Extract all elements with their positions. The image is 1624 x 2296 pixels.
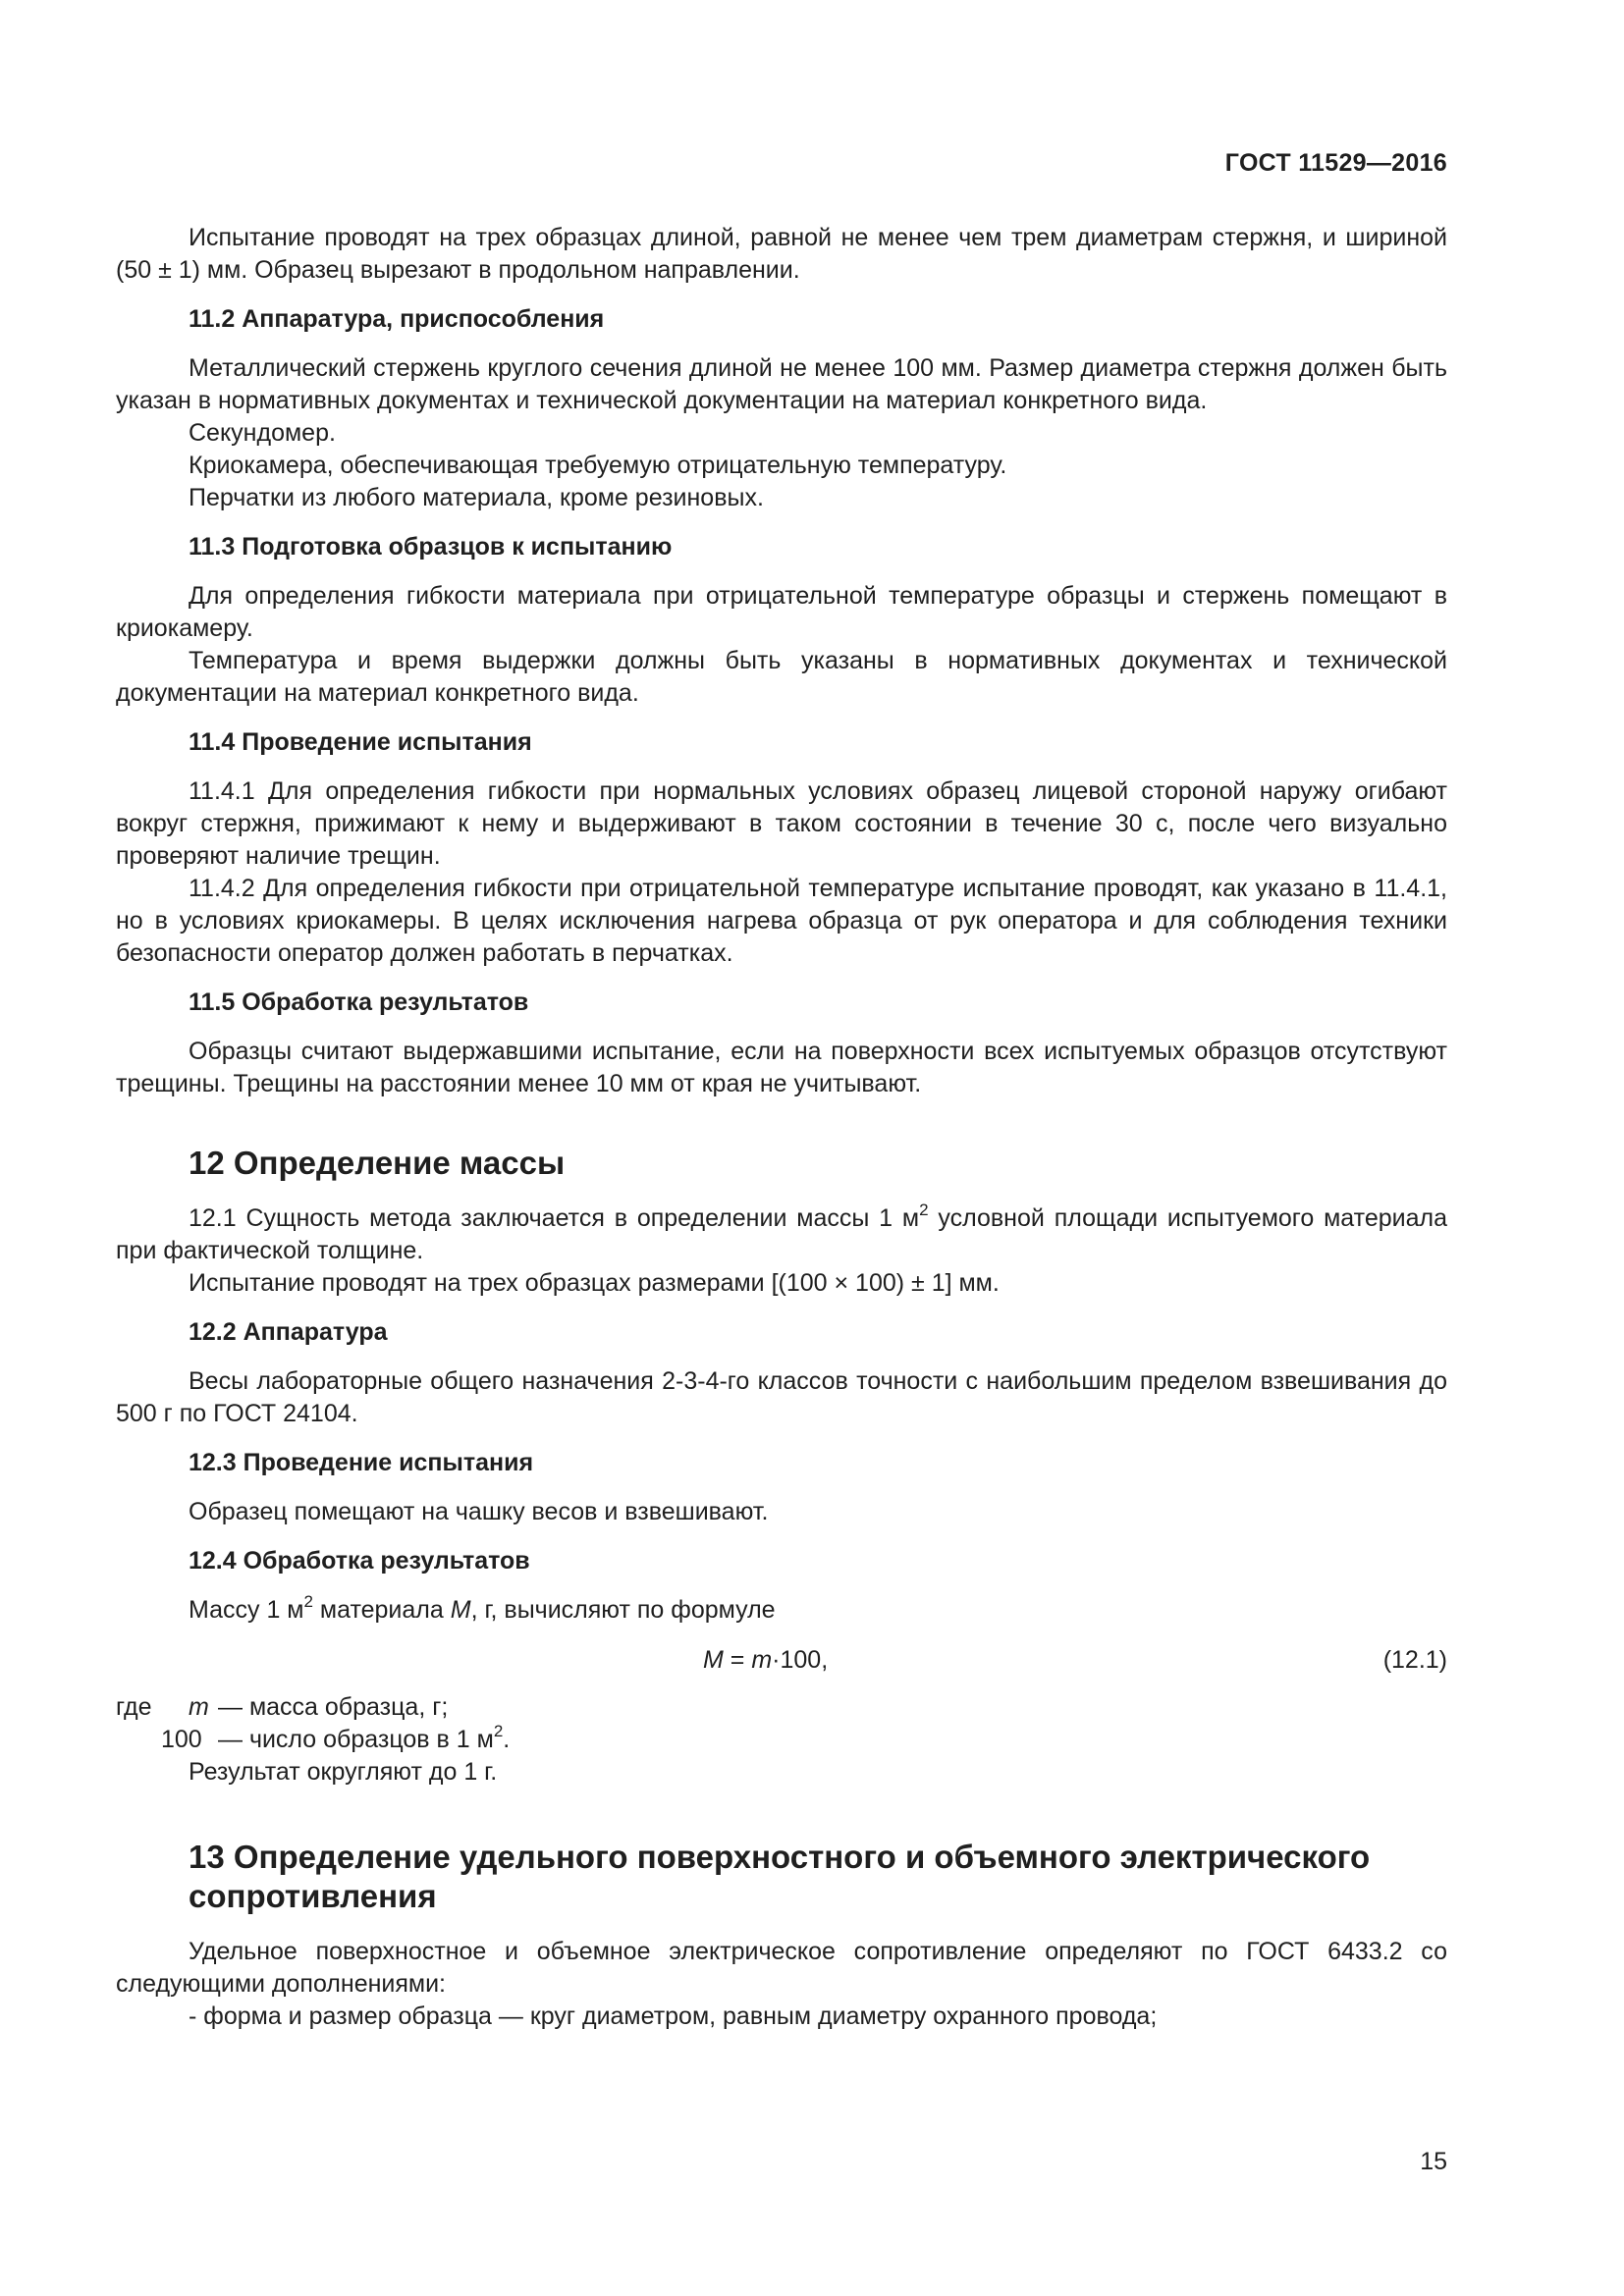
section-11-5-heading: 11.5 Обработка результатов [189,988,529,1016]
page-number: 15 [1420,2148,1447,2175]
section-13-paragraph: Удельное поверхностное и объемное электрическое сопротивление определяют по ГОСТ 6433.2 со следующими дополнениями: [116,1938,1447,1998]
section-12-1-paragraph: 12.1 Сущность метода заключается в определении массы 1 $м^2$ условной площади испытуемого материала при фактической толщине. [116,1201,1447,1264]
section-12-heading: 12 Определение массы [189,1145,566,1181]
formula-number: (12.1) [1382,1646,1447,1674]
legend-desc-100: — число образцов в 1 $м^2$. [218,1722,511,1753]
section-12-3-paragraph: Образец помещают на чашку весов и взвешивают. [189,1498,769,1525]
section-12-3-heading: 12.3 Проведение испытания [189,1449,534,1476]
legend-symbol-m: m [189,1693,209,1721]
formula-expression: M = m·100, [703,1646,829,1674]
rounding-note: Результат округляют до 1 г. [189,1758,498,1786]
legend-desc-m: — масса образца, г; [218,1693,449,1721]
section-12-4-heading: 12.4 Обработка результатов [189,1547,530,1575]
section-11-4-heading: 11.4 Проведение испытания [189,728,532,756]
legend-symbol-100: 100 [161,1726,202,1753]
section-12-1-samples-paragraph: Испытание проводят на трех образцах размерами [(100 × 100) ± 1] мм. [189,1269,1000,1297]
document-code-header: ГОСТ 11529—2016 [1224,149,1447,177]
formula-12-1 [116,1640,1447,1683]
section-11-2-paragraph-3: Криокамера, обеспечивающая требуемую отрицательную температуру. [189,452,1007,479]
section-12-2-paragraph: Весы лабораторные общего назначения 2-3-4-го классов точности с наибольшим пределом взвешивания до 500 г по ГОСТ 24104. [116,1367,1447,1427]
section-12-2-heading: 12.2 Аппаратура [189,1318,388,1346]
legend-where-label: где [116,1693,152,1721]
section-11-4-2-paragraph: 11.4.2 Для определения гибкости при отрицательной температуре испытание проводят, как указано в 11.4.1, но в условиях криокамеры. В целях исключения нагрева образца от рук оператора и для соблюдения техники безопасности оператор должен работать в перчатках. [116,875,1447,967]
section-11-3-paragraph-1: Для определения гибкости материала при отрицательной температуре образцы и стержень помещают в криокамеру. [116,582,1447,642]
section-12-4-paragraph: Массу 1 $м^2$ материала M, г, вычисляют по формуле [189,1592,776,1624]
section-11-2-heading: 11.2 Аппаратура, приспособления [189,305,605,333]
section-13-heading: 13 Определение удельного поверхностного и объемного электрического сопротивления [189,1839,1371,1914]
legend-line-m [116,1691,1447,1724]
section-11-2-paragraph-1: Металлический стержень круглого сечения длиной не менее 100 мм. Размер диаметра стержня должен быть указан в нормативных документах и технической документации на материал конкретного вида. [116,354,1447,414]
section-13-list-item-1: - форма и размер образца — круг диаметром, равным диаметру охранного провода; [189,2002,1158,2030]
section-11-3-heading: 11.3 Подготовка образцов к испытанию [189,533,673,561]
document-body [116,222,1447,2033]
section-11-5-paragraph: Образцы считают выдержавшими испытание, если на поверхности всех испытуемых образцов отсутствуют трещины. Трещины на расстоянии менее 10 мм от края не учитывают. [116,1038,1447,1097]
formula-legend [116,1691,1447,1756]
section-11-2-paragraph-4: Перчатки из любого материала, кроме резиновых. [189,484,764,511]
section-11-3-paragraph-2: Температура и время выдержки должны быть указаны в нормативных документах и технической документации на материал конкретного вида. [116,647,1447,707]
intro-paragraph: Испытание проводят на трех образцах длиной, равной не менее чем трем диаметрам стержня, и шириной (50 ± 1) мм. Образец вырезают в продольном направлении. [116,224,1447,284]
section-11-2-paragraph-2: Секундомер. [189,419,336,447]
section-11-4-1-paragraph: 11.4.1 Для определения гибкости при нормальных условиях образец лицевой стороной наружу огибают вокруг стержня, прижимают к нему и выдерживают в таком состоянии в течение 30 с, после чего визуально проверяют наличие трещин. [116,777,1447,870]
legend-line-100 [116,1724,1447,1756]
